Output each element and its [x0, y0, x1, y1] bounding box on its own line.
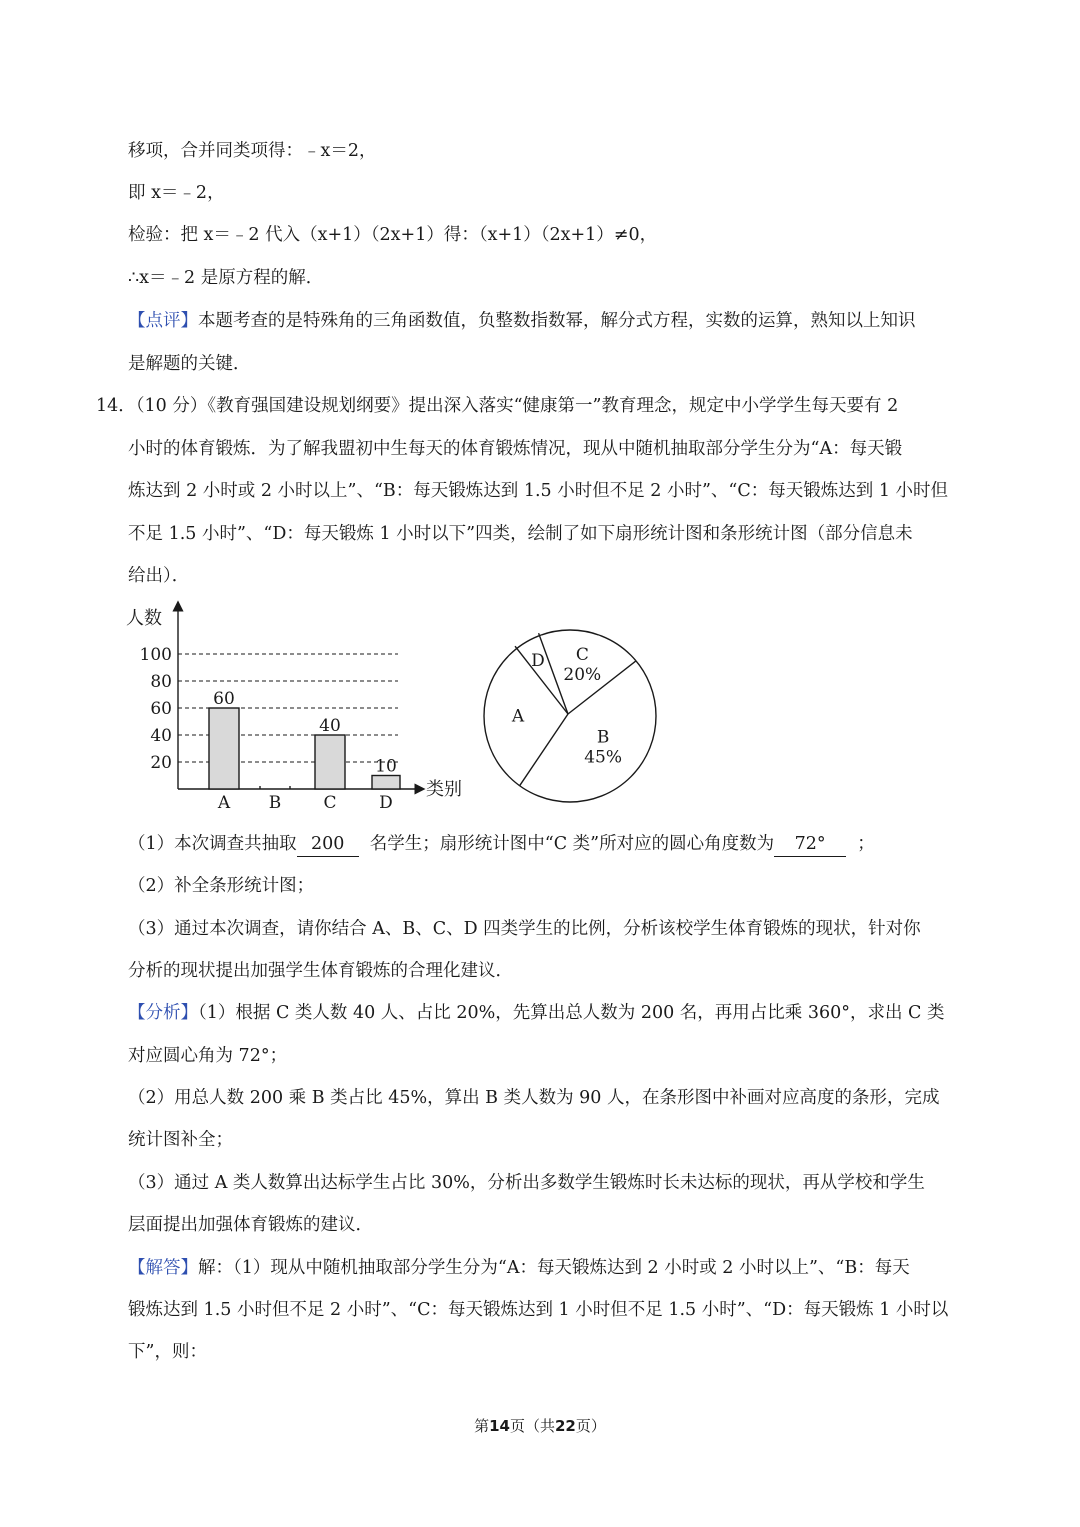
x-tick-label: D	[379, 793, 393, 813]
y-tick-label: 60	[150, 699, 172, 719]
x-tick-label: A	[217, 793, 231, 813]
part-3: （3）通过本次调查，请你结合 A、B、C、D 四类学生的比例，分析该校学生体育锻炼的现状，针对你	[128, 919, 921, 939]
text-line: 检验：把 x＝﹣2 代入（x+1）（2x+1）得：（x+1）（2x+1）≠0，	[128, 225, 658, 245]
analysis-line: 统计图补全；	[128, 1130, 233, 1150]
solution-tag: 【解答】	[128, 1258, 198, 1278]
analysis-tag: 【分析】	[128, 1003, 198, 1023]
analysis-line: 层面提出加强体育锻炼的建议．	[128, 1215, 373, 1235]
question-line: 炼达到 2 小时或 2 小时以上”、“B：每天锻炼达到 1.5 小时但不足 2 小时”、“C：每天锻炼达到 1 小时但	[128, 481, 949, 501]
bar-chart	[120, 598, 480, 820]
pie-divider	[520, 714, 568, 785]
pie-chart	[480, 622, 660, 812]
bar-A	[209, 708, 239, 789]
question-line: 不足 1.5 小时”、“D：每天锻炼 1 小时以下”四类，绘制了如下扇形统计图和条形统计图（部分信息未	[128, 524, 913, 544]
text-line: ∴x＝﹣2 是原方程的解．	[128, 268, 324, 288]
pie-slice-percent-C: 20%	[563, 665, 602, 686]
y-tick-label: 100	[139, 645, 172, 665]
part-1	[128, 832, 875, 857]
question-line	[96, 394, 898, 418]
y-tick-label: 20	[150, 753, 172, 773]
part-2: （2）补全条形统计图；	[128, 876, 315, 896]
solution-line: 锻炼达到 1.5 小时但不足 2 小时”、“C：每天锻炼达到 1 小时但不足 1.5 小时”、“D：每天锻炼 1 小时以	[128, 1300, 949, 1320]
bar-value-label: 10	[375, 756, 397, 777]
text-line: 是解题的关键．	[128, 354, 251, 374]
solution-text: 解：（1）现从中随机抽取部分学生分为“A：每天锻炼达到 2 小时或 2 小时以上”、“B：每天	[198, 1258, 910, 1278]
question-line: 给出）．	[128, 566, 190, 586]
part-1-text: 名学生；扇形统计图中“C 类”所对应的圆心角度数为	[369, 834, 775, 854]
analysis-line: （3）通过 A 类人数算出达标学生占比 30%，分析出多数学生锻炼时长未达标的现状，再从学校和学生	[128, 1173, 925, 1193]
bar-C	[315, 735, 345, 789]
question-line: 小时的体育锻炼．为了解我盟初中生每天的体育锻炼情况，现从中随机抽取部分学生分为“A：每天锻	[128, 439, 903, 459]
answer-blank-1: 200	[297, 832, 359, 857]
comment-text: 本题考查的是特殊角的三角函数值，负整数指数幂，解分式方程，实数的运算，熟知以上知识	[198, 311, 916, 331]
solution-line: 下”，则：	[128, 1342, 207, 1362]
analysis-line: （2）用总人数 200 乘 B 类占比 45%，算出 B 类人数为 90 人，在条形图中补画对应高度的条形，完成	[128, 1088, 940, 1108]
part-1-text: ；	[857, 834, 875, 854]
bar-value-label: 60	[213, 689, 235, 709]
page-number: 14	[489, 1417, 510, 1435]
pie-slice-label-C: C	[575, 645, 589, 666]
question-text: （10 分）《教育强国建设规划纲要》提出深入落实“健康第一”教育理念，规定中小学学生每天要有 2	[135, 396, 899, 416]
x-axis-label: 类别	[426, 779, 462, 800]
text-line: 即 x＝﹣2，	[128, 183, 225, 203]
x-tick-label: C	[323, 793, 337, 813]
analysis-line	[128, 1001, 945, 1025]
pie-slice-label-D: D	[531, 650, 545, 671]
solution-line	[128, 1256, 910, 1280]
y-axis-label: 人数	[126, 608, 162, 629]
footer-text: 页（共	[509, 1417, 555, 1435]
footer-text: 页）	[575, 1417, 606, 1435]
question-number: 14．	[96, 396, 136, 416]
comment-tag: 【点评】	[128, 311, 198, 331]
answer-blank-2: 72°	[774, 832, 846, 857]
y-tick-label: 80	[150, 672, 172, 692]
page-footer	[0, 1415, 1080, 1436]
pie-slice-percent-B: 45%	[584, 747, 623, 768]
bar-value-label: 40	[319, 716, 341, 736]
y-tick-label: 40	[150, 726, 172, 746]
comment-line	[128, 309, 916, 333]
footer-text: 第	[474, 1417, 490, 1435]
analysis-line: 对应圆心角为 72°；	[128, 1046, 288, 1066]
bar-D	[372, 776, 400, 790]
part-1-text: （1）本次调查共抽取	[128, 834, 297, 854]
total-pages: 22	[555, 1417, 576, 1435]
part-3: 分析的现状提出加强学生体育锻炼的合理化建议．	[128, 961, 513, 981]
pie-outline	[484, 630, 656, 802]
analysis-text: （1）根据 C 类人数 40 人、占比 20%，先算出总人数为 200 名，再用占比乘 360°，求出 C 类	[198, 1003, 945, 1023]
pie-slice-label-A: A	[511, 706, 525, 727]
pie-slice-label-B: B	[596, 727, 610, 748]
text-line: 移项，合并同类项得：﹣x＝2，	[128, 141, 377, 161]
x-tick-label: B	[268, 793, 282, 813]
